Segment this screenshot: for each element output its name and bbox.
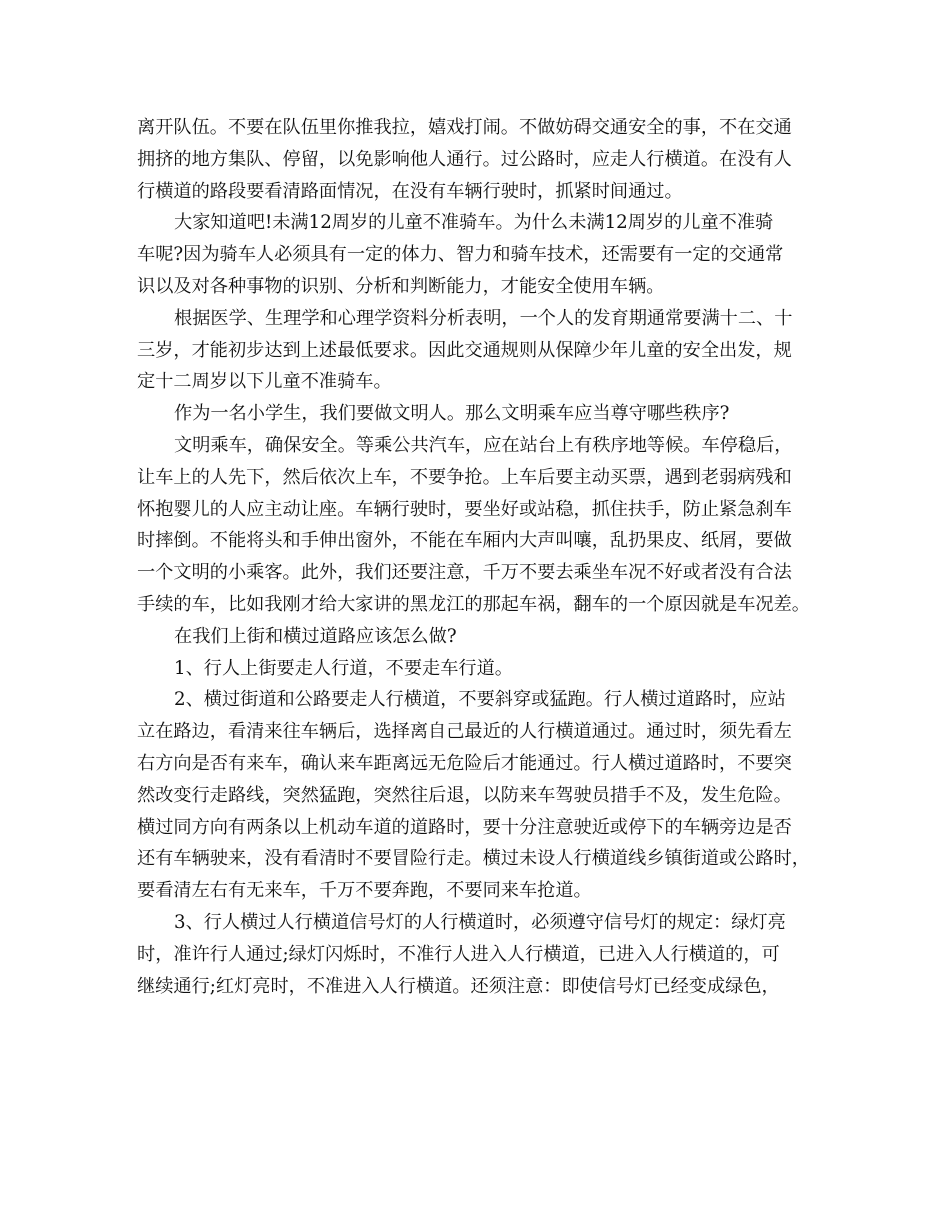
text-line: 2、横过街道和公路要走人行横道，不要斜穿或猛跑。行人横过道路时，应站 xyxy=(174,689,786,711)
paragraph xyxy=(137,653,825,685)
text-line: 在我们上街和横过道路应该怎么做? xyxy=(174,625,457,647)
text-line: 作为一名小学生，我们要做文明人。那么文明乘车应当尊守哪些秩序? xyxy=(174,403,730,425)
paragraph xyxy=(137,207,825,302)
text-line: 时摔倒。不能将头和手伸出窗外，不能在车厢内大声叫嚷，乱扔果皮、纸屑，要做 xyxy=(137,530,792,552)
text-line: 右方向是否有来车，确认来车距离远无危险后才能通过。行人横过道路时，不要突 xyxy=(137,752,792,774)
text-line: 文明乘车，确保安全。等乘公共汽车，应在站台上有秩序地等候。车停稳后， xyxy=(174,434,793,456)
text-line: 怀抱婴儿的人应主动让座。车辆行驶时，要坐好或站稳，抓住扶手，防止紧急刹车 xyxy=(137,498,792,520)
text-line: 行横道的路段要看清路面情况，在没有车辆行驶时，抓紧时间通过。 xyxy=(137,180,683,202)
text-line: 拥挤的地方集队、停留，以免影响他人通行。过公路时，应走人行横道。在没有人 xyxy=(137,148,792,170)
text-line: 立在路边，看清来往车辆后，选择离自己最近的人行横道通过。通过时，须先看左 xyxy=(137,721,792,743)
paragraph xyxy=(137,398,825,430)
text-line: 3、行人横过人行横道信号灯的人行横道时，必须遵守信号灯的规定：绿灯亮 xyxy=(174,911,786,933)
paragraph xyxy=(137,430,825,621)
paragraph xyxy=(137,112,825,207)
text-line: 然改变行走路线，突然猛跑，突然往后退，以防来车驾驶员措手不及，发生危险。 xyxy=(137,784,792,806)
text-line: 根据医学、生理学和心理学资料分析表明，一个人的发育期通常要满十二、十 xyxy=(174,307,793,329)
text-line: 大家知道吧!未满12周岁的儿童不准骑车。为什么未满12周岁的儿童不准骑 xyxy=(174,212,774,234)
text-line: 还有车辆驶来，没有看清时不要冒险行走。横过未设人行横道线乡镇街道或公路时， xyxy=(137,848,810,870)
text-line: 让车上的人先下，然后依次上车，不要争抢。上车后要主动买票，遇到老弱病残和 xyxy=(137,466,792,488)
paragraph xyxy=(137,684,825,907)
paragraph xyxy=(137,907,825,1002)
text-line: 车呢?因为骑车人必须具有一定的体力、智力和骑车技术，还需要有一定的交通常 xyxy=(137,244,784,266)
text-line: 识以及对各种事物的识别、分析和判断能力，才能安全使用车辆。 xyxy=(137,275,665,297)
text-line: 横过同方向有两条以上机动车道的道路时，要十分注意驶近或停下的车辆旁边是否 xyxy=(137,816,792,838)
text-line: 手续的车，比如我刚才给大家讲的黑龙江的那起车祸，翻车的一个原因就是车况差。 xyxy=(137,593,810,615)
text-line: 定十二周岁以下儿童不准骑车。 xyxy=(137,371,392,393)
text-line: 一个文明的小乘客。此外，我们还要注意，千万不要去乘坐车况不好或者没有合法 xyxy=(137,562,792,584)
text-line: 离开队伍。不要在队伍里你推我拉，嬉戏打闹。不做妨碍交通安全的事，不在交通 xyxy=(137,117,792,138)
paragraph xyxy=(137,303,825,398)
text-line: 三岁，才能初步达到上述最低要求。因此交通规则从保障少年儿童的安全出发，规 xyxy=(137,339,792,361)
text-line: 时，准许行人通过;绿灯闪烁时，不准行人进入人行横道，已进入人行横道的，可 xyxy=(137,943,780,965)
text-line: 继续通行;红灯亮时，不准进入人行横道。还须注意：即使信号灯已经变成绿色， xyxy=(137,975,780,997)
text-line: 要看清左右有无来车，千万不要奔跑，不要同来车抢道。 xyxy=(137,880,592,902)
paragraph xyxy=(137,621,825,653)
text-line: 1、行人上街要走人行道，不要走车行道。 xyxy=(174,657,513,679)
document-body xyxy=(137,112,825,1002)
